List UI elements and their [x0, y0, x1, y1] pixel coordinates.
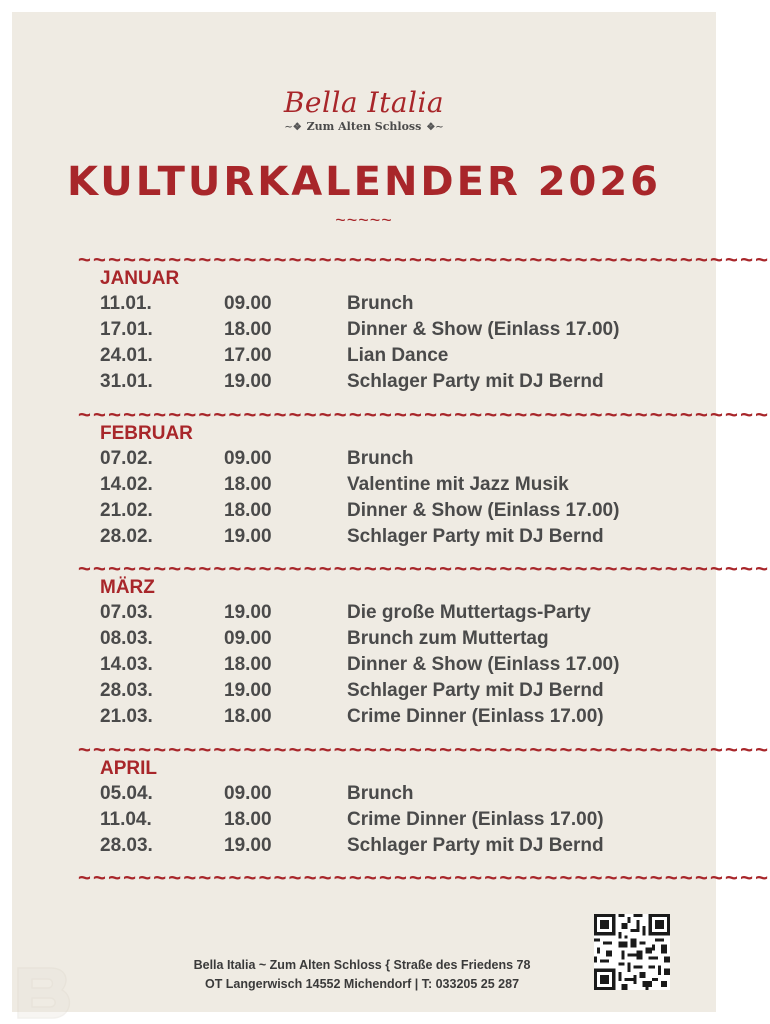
event-date: 21.02.	[100, 500, 153, 521]
event-row	[100, 678, 660, 704]
event-date: 11.01.	[100, 293, 152, 314]
event-time: 09.00	[224, 448, 272, 469]
logo-name: Bella Italia	[283, 86, 445, 119]
event-date: 05.04.	[100, 783, 153, 804]
month-heading-januar: JANUAR	[100, 268, 180, 289]
event-date: 24.01.	[100, 345, 153, 366]
logo-subtitle: Zum Alten Schloss	[306, 120, 422, 133]
event-time: 19.00	[224, 835, 272, 856]
qr-code-icon[interactable]	[594, 914, 670, 990]
event-row	[100, 343, 660, 369]
event-title: Dinner & Show (Einlass 17.00)	[347, 654, 620, 675]
event-time: 18.00	[224, 706, 272, 727]
event-time: 09.00	[224, 628, 272, 649]
event-title: Lian Dance	[347, 345, 449, 366]
event-row	[100, 704, 660, 730]
ornament-left-icon: ∼❖	[284, 122, 302, 133]
event-time: 19.00	[224, 371, 272, 392]
event-title: Schlager Party mit DJ Bernd	[347, 526, 604, 547]
event-title: Dinner & Show (Einlass 17.00)	[347, 500, 620, 521]
event-row	[100, 472, 660, 498]
footer-line-1: Bella Italia ~ Zum Alten Schloss { Straße des Friedens 78	[193, 958, 531, 972]
event-time: 09.00	[224, 783, 272, 804]
logo-subtitle-row	[12, 120, 716, 133]
event-date: 07.02.	[100, 448, 153, 469]
event-row	[100, 291, 660, 317]
logo	[12, 88, 716, 133]
event-row	[100, 446, 660, 472]
month-heading-maerz: MÄRZ	[100, 577, 155, 598]
footer-line-2: OT Langerwisch 14552 Michendorf | T: 033205 25 287	[204, 977, 520, 991]
b-logo-watermark-icon	[12, 962, 82, 1024]
event-row	[100, 600, 660, 626]
event-title: Valentine mit Jazz Musik	[347, 474, 569, 495]
event-title: Schlager Party mit DJ Bernd	[347, 371, 604, 392]
footer-address	[112, 956, 612, 994]
event-date: 28.02.	[100, 526, 153, 547]
section-divider: ~~~~~~~~~~~~~~~~~~~~~~~~~~~~~~~~~~~~~~~~~~~~~~	[78, 737, 770, 762]
event-row	[100, 652, 660, 678]
event-date: 21.03.	[100, 706, 153, 727]
event-row	[100, 781, 660, 807]
month-heading-april: APRIL	[100, 758, 157, 779]
event-date: 31.01.	[100, 371, 153, 392]
event-date: 07.03.	[100, 602, 153, 623]
event-title: Crime Dinner (Einlass 17.00)	[347, 809, 604, 830]
event-title: Schlager Party mit DJ Bernd	[347, 835, 604, 856]
title-ornament: ~~~~~	[335, 210, 393, 230]
event-time: 18.00	[224, 500, 272, 521]
event-date: 11.04.	[100, 809, 152, 830]
event-date: 08.03.	[100, 628, 153, 649]
event-title: Brunch	[347, 783, 414, 804]
poster	[12, 12, 770, 1012]
event-time: 19.00	[224, 680, 272, 701]
section-divider: ~~~~~~~~~~~~~~~~~~~~~~~~~~~~~~~~~~~~~~~~~~~~~~	[78, 402, 770, 427]
event-time: 17.00	[224, 345, 272, 366]
event-time: 09.00	[224, 293, 272, 314]
month-heading-februar: FEBRUAR	[100, 423, 193, 444]
event-date: 14.03.	[100, 654, 153, 675]
event-time: 19.00	[224, 526, 272, 547]
event-time: 19.00	[224, 602, 272, 623]
section-divider: ~~~~~~~~~~~~~~~~~~~~~~~~~~~~~~~~~~~~~~~~~~~~~~	[78, 865, 770, 890]
event-time: 18.00	[224, 654, 272, 675]
section-divider: ~~~~~~~~~~~~~~~~~~~~~~~~~~~~~~~~~~~~~~~~~~~~~~	[78, 247, 770, 272]
event-time: 18.00	[224, 809, 272, 830]
event-title: Die große Muttertags-Party	[347, 602, 591, 623]
event-date: 28.03.	[100, 835, 153, 856]
event-title: Crime Dinner (Einlass 17.00)	[347, 706, 604, 727]
event-row	[100, 498, 660, 524]
page-title: KULTURKALENDER 2026	[66, 159, 662, 205]
event-title: Brunch zum Muttertag	[347, 628, 549, 649]
event-title: Dinner & Show (Einlass 17.00)	[347, 319, 620, 340]
event-row	[100, 524, 660, 550]
event-row	[100, 833, 660, 859]
event-title: Brunch	[347, 293, 414, 314]
ornament-right-icon: ❖∼	[426, 122, 444, 133]
event-row	[100, 369, 660, 395]
event-time: 18.00	[224, 474, 272, 495]
event-row	[100, 626, 660, 652]
event-title: Schlager Party mit DJ Bernd	[347, 680, 604, 701]
event-row	[100, 317, 660, 343]
event-title: Brunch	[347, 448, 414, 469]
event-date: 28.03.	[100, 680, 153, 701]
section-divider: ~~~~~~~~~~~~~~~~~~~~~~~~~~~~~~~~~~~~~~~~~~~~~~	[78, 556, 770, 581]
event-date: 14.02.	[100, 474, 153, 495]
event-date: 17.01.	[100, 319, 153, 340]
event-time: 18.00	[224, 319, 272, 340]
event-row	[100, 807, 660, 833]
